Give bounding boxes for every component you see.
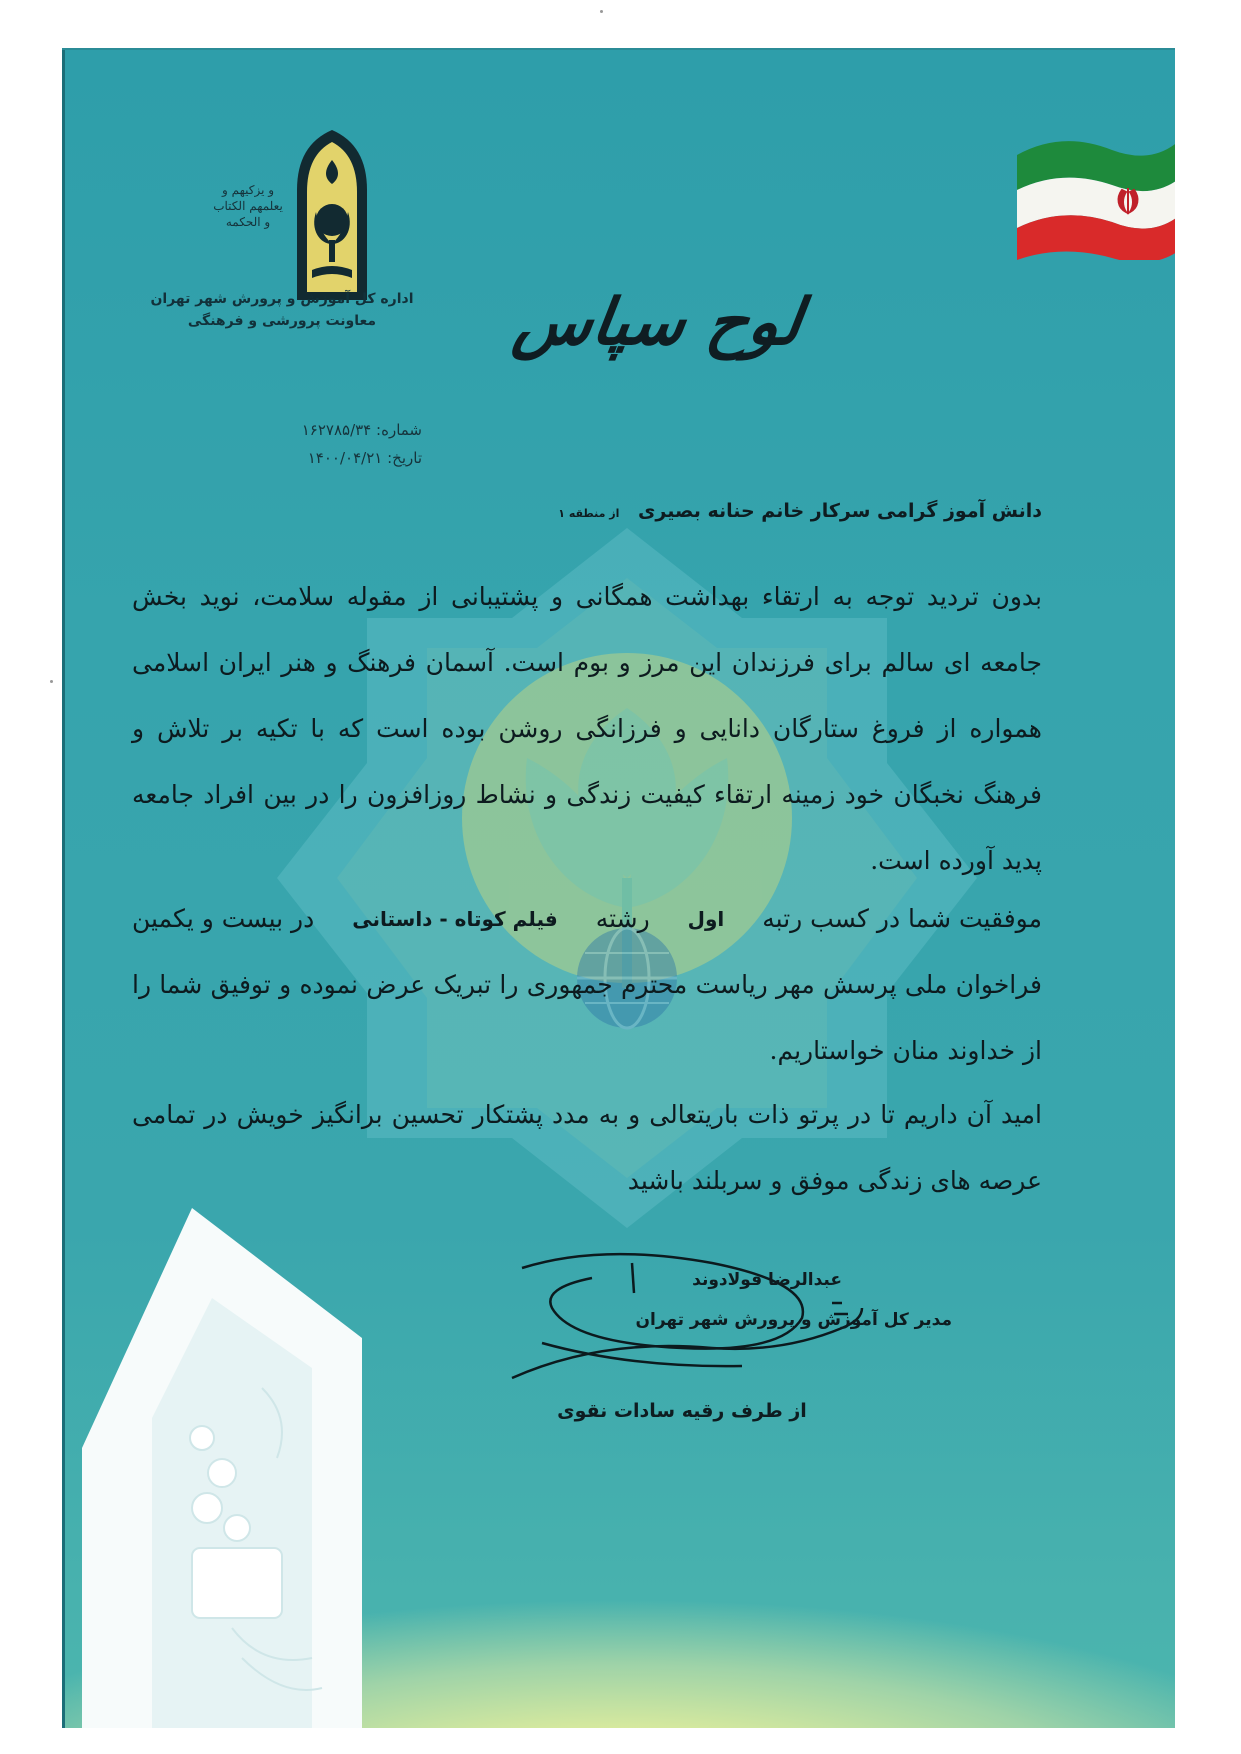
reference-date-label: تاریخ: [387, 449, 422, 467]
school-illustration [62, 1188, 392, 1728]
body-paragraph-2-rest: فراخوان ملی پرسش مهر ریاست محترم جمهوری را تبریک عرض نموده و توفیق شما را از خداوند منان خواستاریم. [132, 970, 1042, 1065]
achievement-rank: اول [687, 907, 725, 931]
scan-edge [62, 48, 1175, 50]
achievement-field-label: رشته [595, 904, 650, 933]
signatory-name: عبدالرضا فولادوند [692, 1270, 842, 1290]
scan-dot [50, 680, 53, 683]
reference-number-label: شماره: [376, 421, 422, 439]
reference-number-value: ۱۶۲۷۸۵/۳۴ [301, 421, 372, 439]
organization-line-1: اداره کل آموزش و پرورش شهر تهران [150, 291, 414, 307]
recipient-region: از منطقه ۱ [558, 507, 620, 520]
reference-date [212, 444, 422, 472]
reference-number [212, 416, 422, 444]
body-paragraph-3: امید آن داریم تا در پرتو ذات باریتعالی و به مدد پشتکار تحسین برانگیز خویش در تمامی عرصه های زندگی موفق و سربلند باشید [132, 1100, 1042, 1195]
signatory-role: مدیر کل آموزش و پرورش شهر تهران [635, 1310, 952, 1330]
emblem-motto: و یزکیهم و یعلمهم الکتاب و الحکمه [213, 183, 283, 229]
body-paragraph-2 [132, 886, 1042, 1084]
contest-intro: در بیست و یکمین [132, 904, 315, 933]
organization-line-2: معاونت پرورشی و فرهنگی [187, 313, 377, 329]
scan-dot [600, 10, 603, 13]
signatory-block [442, 1260, 952, 1340]
reference-date-value: ۱۴۰۰/۰۴/۲۱ [307, 449, 383, 467]
certificate-title: لوح سپاس [509, 285, 807, 360]
reference-block [212, 416, 422, 472]
achievement-line [132, 886, 1042, 952]
recipient-salutation: دانش آموز گرامی سرکار خانم حنانه بصیری [637, 500, 1042, 522]
organization-name [142, 288, 422, 332]
body-paragraph-1: بدون تردید توجه به ارتقاء بهداشت همگانی و پشتیبانی از مقوله سلامت، نوید بخش جامعه ای سالم برای فرزندان این مرز و بوم است. آسمان فرهنگ و هنر ایران اسلامی همواره از فروغ ستارگان دانایی و فرزانگی روشن بوده است که با تکیه بر تلاش و فرهنگ نخبگان خود زمینه ارتقاء کیفیت زندگی و نشاط روزافزون را در بین افراد جامعه پدید آورده است. [132, 582, 1042, 875]
recipient-line [232, 500, 1042, 522]
achievement-intro: موفقیت شما در کسب رتبه [762, 904, 1042, 933]
achievement-field: فیلم کوتاه - داستانی [352, 907, 558, 931]
issued-on-behalf: از طرف رقیه سادات نقوی [557, 1400, 807, 1422]
certificate [62, 48, 1175, 1728]
iran-flag-icon [1012, 120, 1175, 260]
